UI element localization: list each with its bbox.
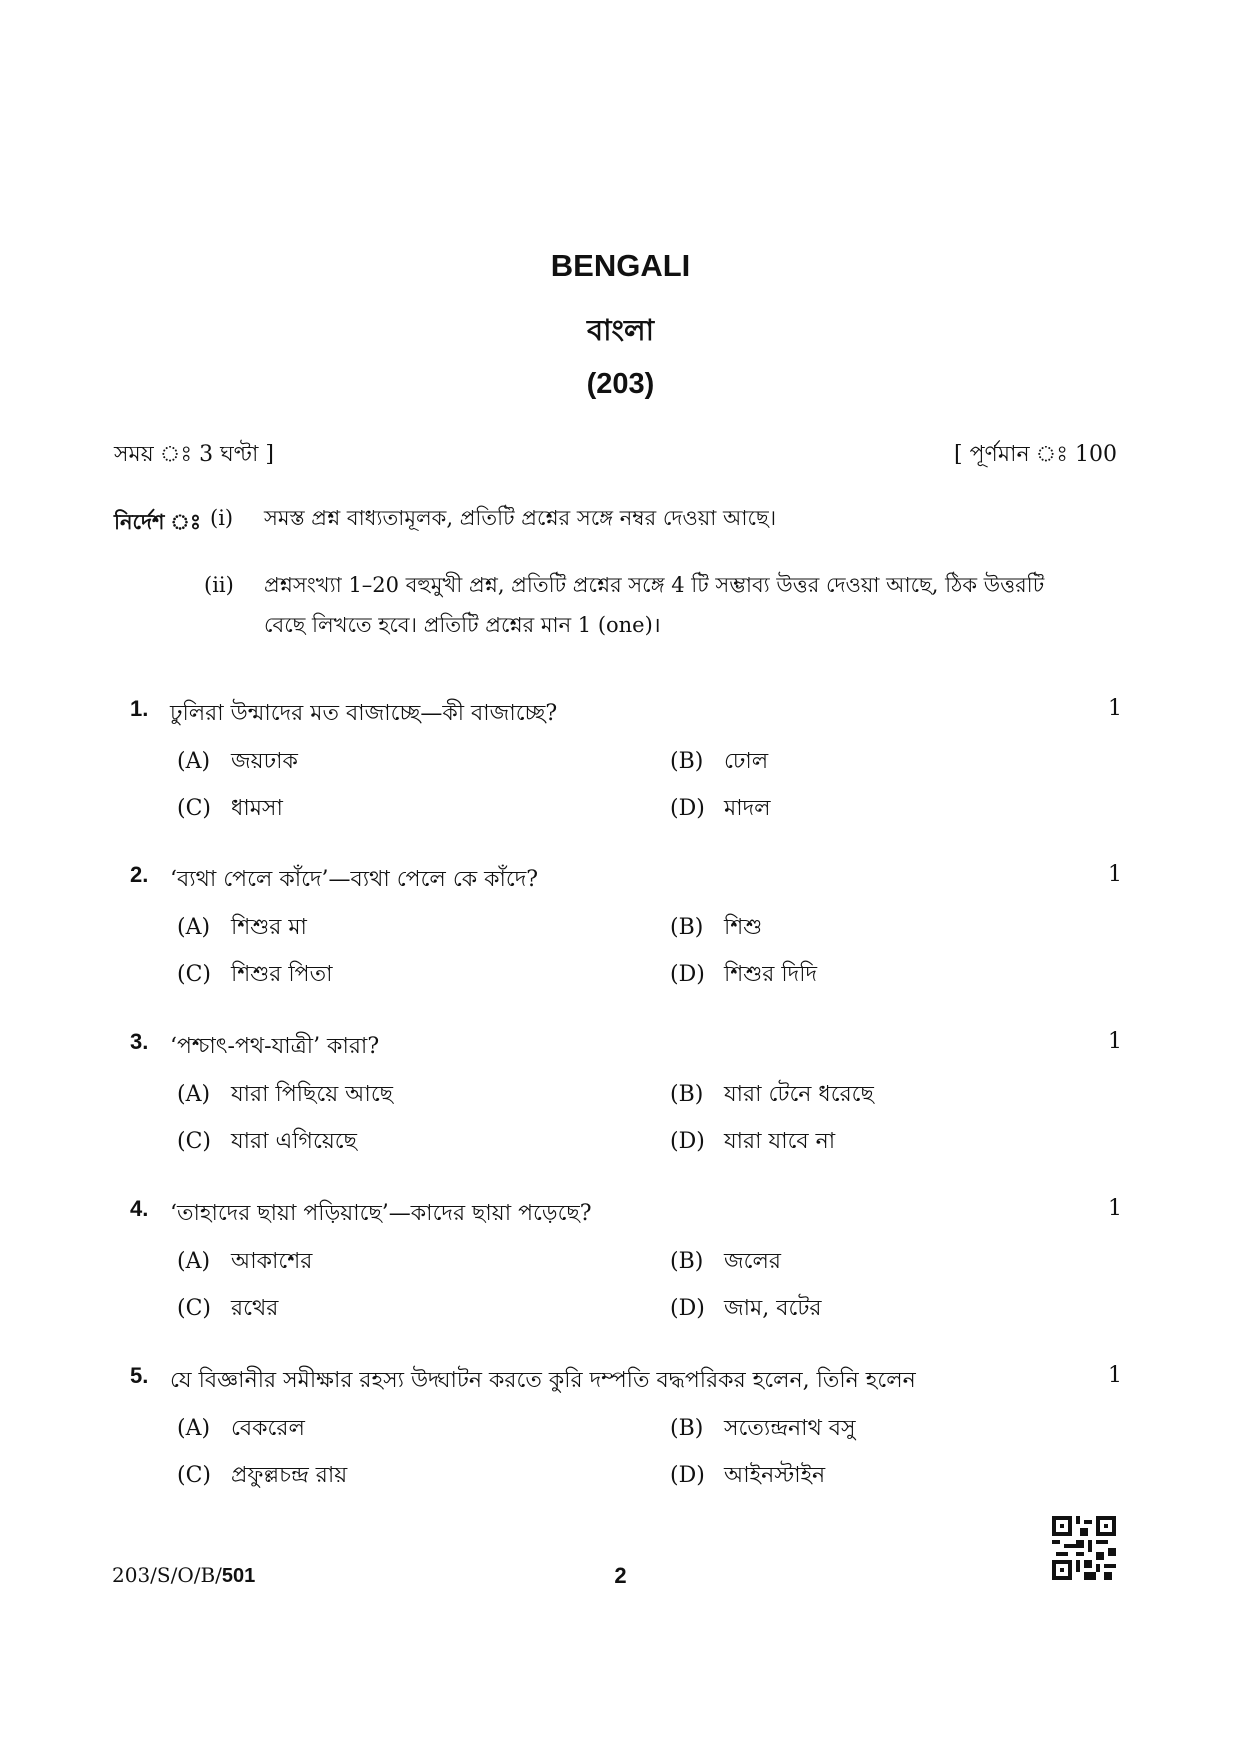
option-text: ঢোল [724, 749, 769, 774]
option-text: শিশুর দিদি [724, 962, 818, 987]
question-text: যে বিজ্ঞানীর সমীক্ষার রহস্য উদ্ঘাটন করতে কুরি দম্পতি বদ্ধপরিকর হলেন, তিনি হলেন [170, 1368, 916, 1393]
question-text: ঢুলিরা উন্মাদের মত বাজাচ্ছে—কী বাজাচ্ছে? [170, 701, 558, 726]
question-text: ‘পশ্চাৎ-পথ-যাত্রী’ কারা? [170, 1034, 380, 1059]
option-text: শিশুর মা [231, 915, 307, 940]
question-number: 4. [130, 1196, 149, 1221]
option-letter: (A) [177, 749, 211, 774]
option-text: রথের [231, 1296, 279, 1321]
option-text: যারা যাবে না [724, 1129, 836, 1154]
option-text: আকাশের [231, 1249, 313, 1274]
option-text: বেকরেল [231, 1416, 305, 1441]
option-letter: (A) [177, 1249, 211, 1274]
instructions-label: নির্দেশ ঃ [114, 509, 202, 534]
question-number: 1. [130, 696, 149, 721]
option-a [177, 1244, 312, 1281]
option-b [670, 744, 768, 781]
option-letter: (A) [177, 1082, 211, 1107]
option-b [670, 1411, 856, 1448]
instruction-number: (i) [210, 506, 234, 530]
option-letter: (B) [670, 915, 704, 940]
question-mark: 1 [1108, 1196, 1122, 1221]
instruction-text: সমস্ত প্রশ্ন বাধ্যতামূলক, প্রতিটি প্রশ্নের সঙ্গে নম্বর দেওয়া আছে। [264, 506, 777, 530]
instruction-number: (ii) [204, 573, 234, 597]
option-text: শিশুর পিতা [231, 962, 333, 987]
option-letter: (A) [177, 915, 211, 940]
option-b [670, 1244, 781, 1281]
time-allowed: সময় ঃ 3 ঘণ্টা ] [114, 442, 274, 467]
option-b [670, 910, 762, 947]
option-letter: (C) [177, 962, 211, 987]
option-text: প্রফুল্লচন্দ্র রায় [231, 1463, 348, 1488]
option-letter: (D) [670, 1129, 705, 1154]
option-d [670, 1124, 835, 1161]
option-d [670, 1291, 821, 1328]
option-b [670, 1077, 874, 1114]
option-letter: (D) [670, 962, 705, 987]
question-number: 3. [130, 1029, 149, 1054]
option-text: জাম, বটের [724, 1296, 822, 1321]
option-letter: (D) [670, 1463, 705, 1488]
option-c [177, 1291, 278, 1328]
subject-title-bengali: বাংলা [586, 313, 655, 347]
option-text: যারা টেনে ধরেছে [724, 1082, 874, 1107]
subject-code: (203) [586, 368, 655, 400]
option-letter: (D) [670, 796, 705, 821]
question-number: 2. [130, 862, 149, 887]
option-d [670, 791, 771, 828]
question-mark: 1 [1108, 696, 1122, 721]
option-a [177, 744, 298, 781]
question-text: ‘ব্যথা পেলে কাঁদে’—ব্যথা পেলে কে কাঁদে? [170, 867, 539, 892]
option-letter: (B) [670, 749, 704, 774]
option-a [177, 1077, 393, 1114]
option-text: মাদল [724, 796, 771, 821]
option-text: যারা এগিয়েছে [231, 1129, 357, 1154]
option-letter: (C) [177, 796, 211, 821]
question-mark: 1 [1108, 862, 1122, 887]
option-a [177, 1411, 305, 1448]
option-text: ধামসা [231, 796, 283, 821]
option-c [177, 957, 332, 994]
option-a [177, 910, 307, 947]
option-letter: (C) [177, 1296, 211, 1321]
option-letter: (B) [670, 1082, 704, 1107]
option-d [670, 957, 817, 994]
question-mark: 1 [1108, 1363, 1122, 1388]
option-c [177, 1124, 357, 1161]
option-c [177, 791, 283, 828]
option-letter: (B) [670, 1416, 704, 1441]
option-text: যারা পিছিয়ে আছে [231, 1082, 394, 1107]
option-letter: (D) [670, 1296, 705, 1321]
question-text: ‘তাহাদের ছায়া পড়িয়াছে’—কাদের ছায়া পড়েছে? [170, 1201, 592, 1226]
option-text: সত্যেন্দ্রনাথ বসু [724, 1416, 856, 1441]
paper-code-number: 501 [221, 1565, 256, 1587]
option-text: শিশু [724, 915, 763, 940]
option-text: আইনস্টাইন [724, 1463, 826, 1488]
option-letter: (C) [177, 1129, 211, 1154]
option-letter: (B) [670, 1249, 704, 1274]
option-letter: (A) [177, 1416, 211, 1441]
option-text: জয়ঢাক [231, 749, 298, 774]
qr-code-icon [1052, 1516, 1116, 1580]
question-mark: 1 [1108, 1029, 1122, 1054]
paper-code-prefix: 203/S/O/B/ [112, 1563, 222, 1587]
option-text: জলের [724, 1249, 782, 1274]
page-number: 2 [614, 1563, 627, 1588]
full-marks: [ পূর্ণমান ঃ 100 [954, 442, 1117, 467]
option-d [670, 1458, 825, 1495]
subject-title-english: BENGALI [550, 248, 691, 283]
instruction-text: প্রশ্নসংখ্যা 1–20 বহুমুখী প্রশ্ন, প্রতিটি প্রশ্নের সঙ্গে 4 টি সম্ভাব্য উত্তর দেওয়া আছে, ঠিক উত্তরটি বেছে লিখতে হবে। প্রতিটি প্রশ্নের মান 1 (one)। [264, 573, 1045, 637]
question-number: 5. [130, 1363, 149, 1388]
option-letter: (C) [177, 1463, 211, 1488]
option-c [177, 1458, 347, 1495]
